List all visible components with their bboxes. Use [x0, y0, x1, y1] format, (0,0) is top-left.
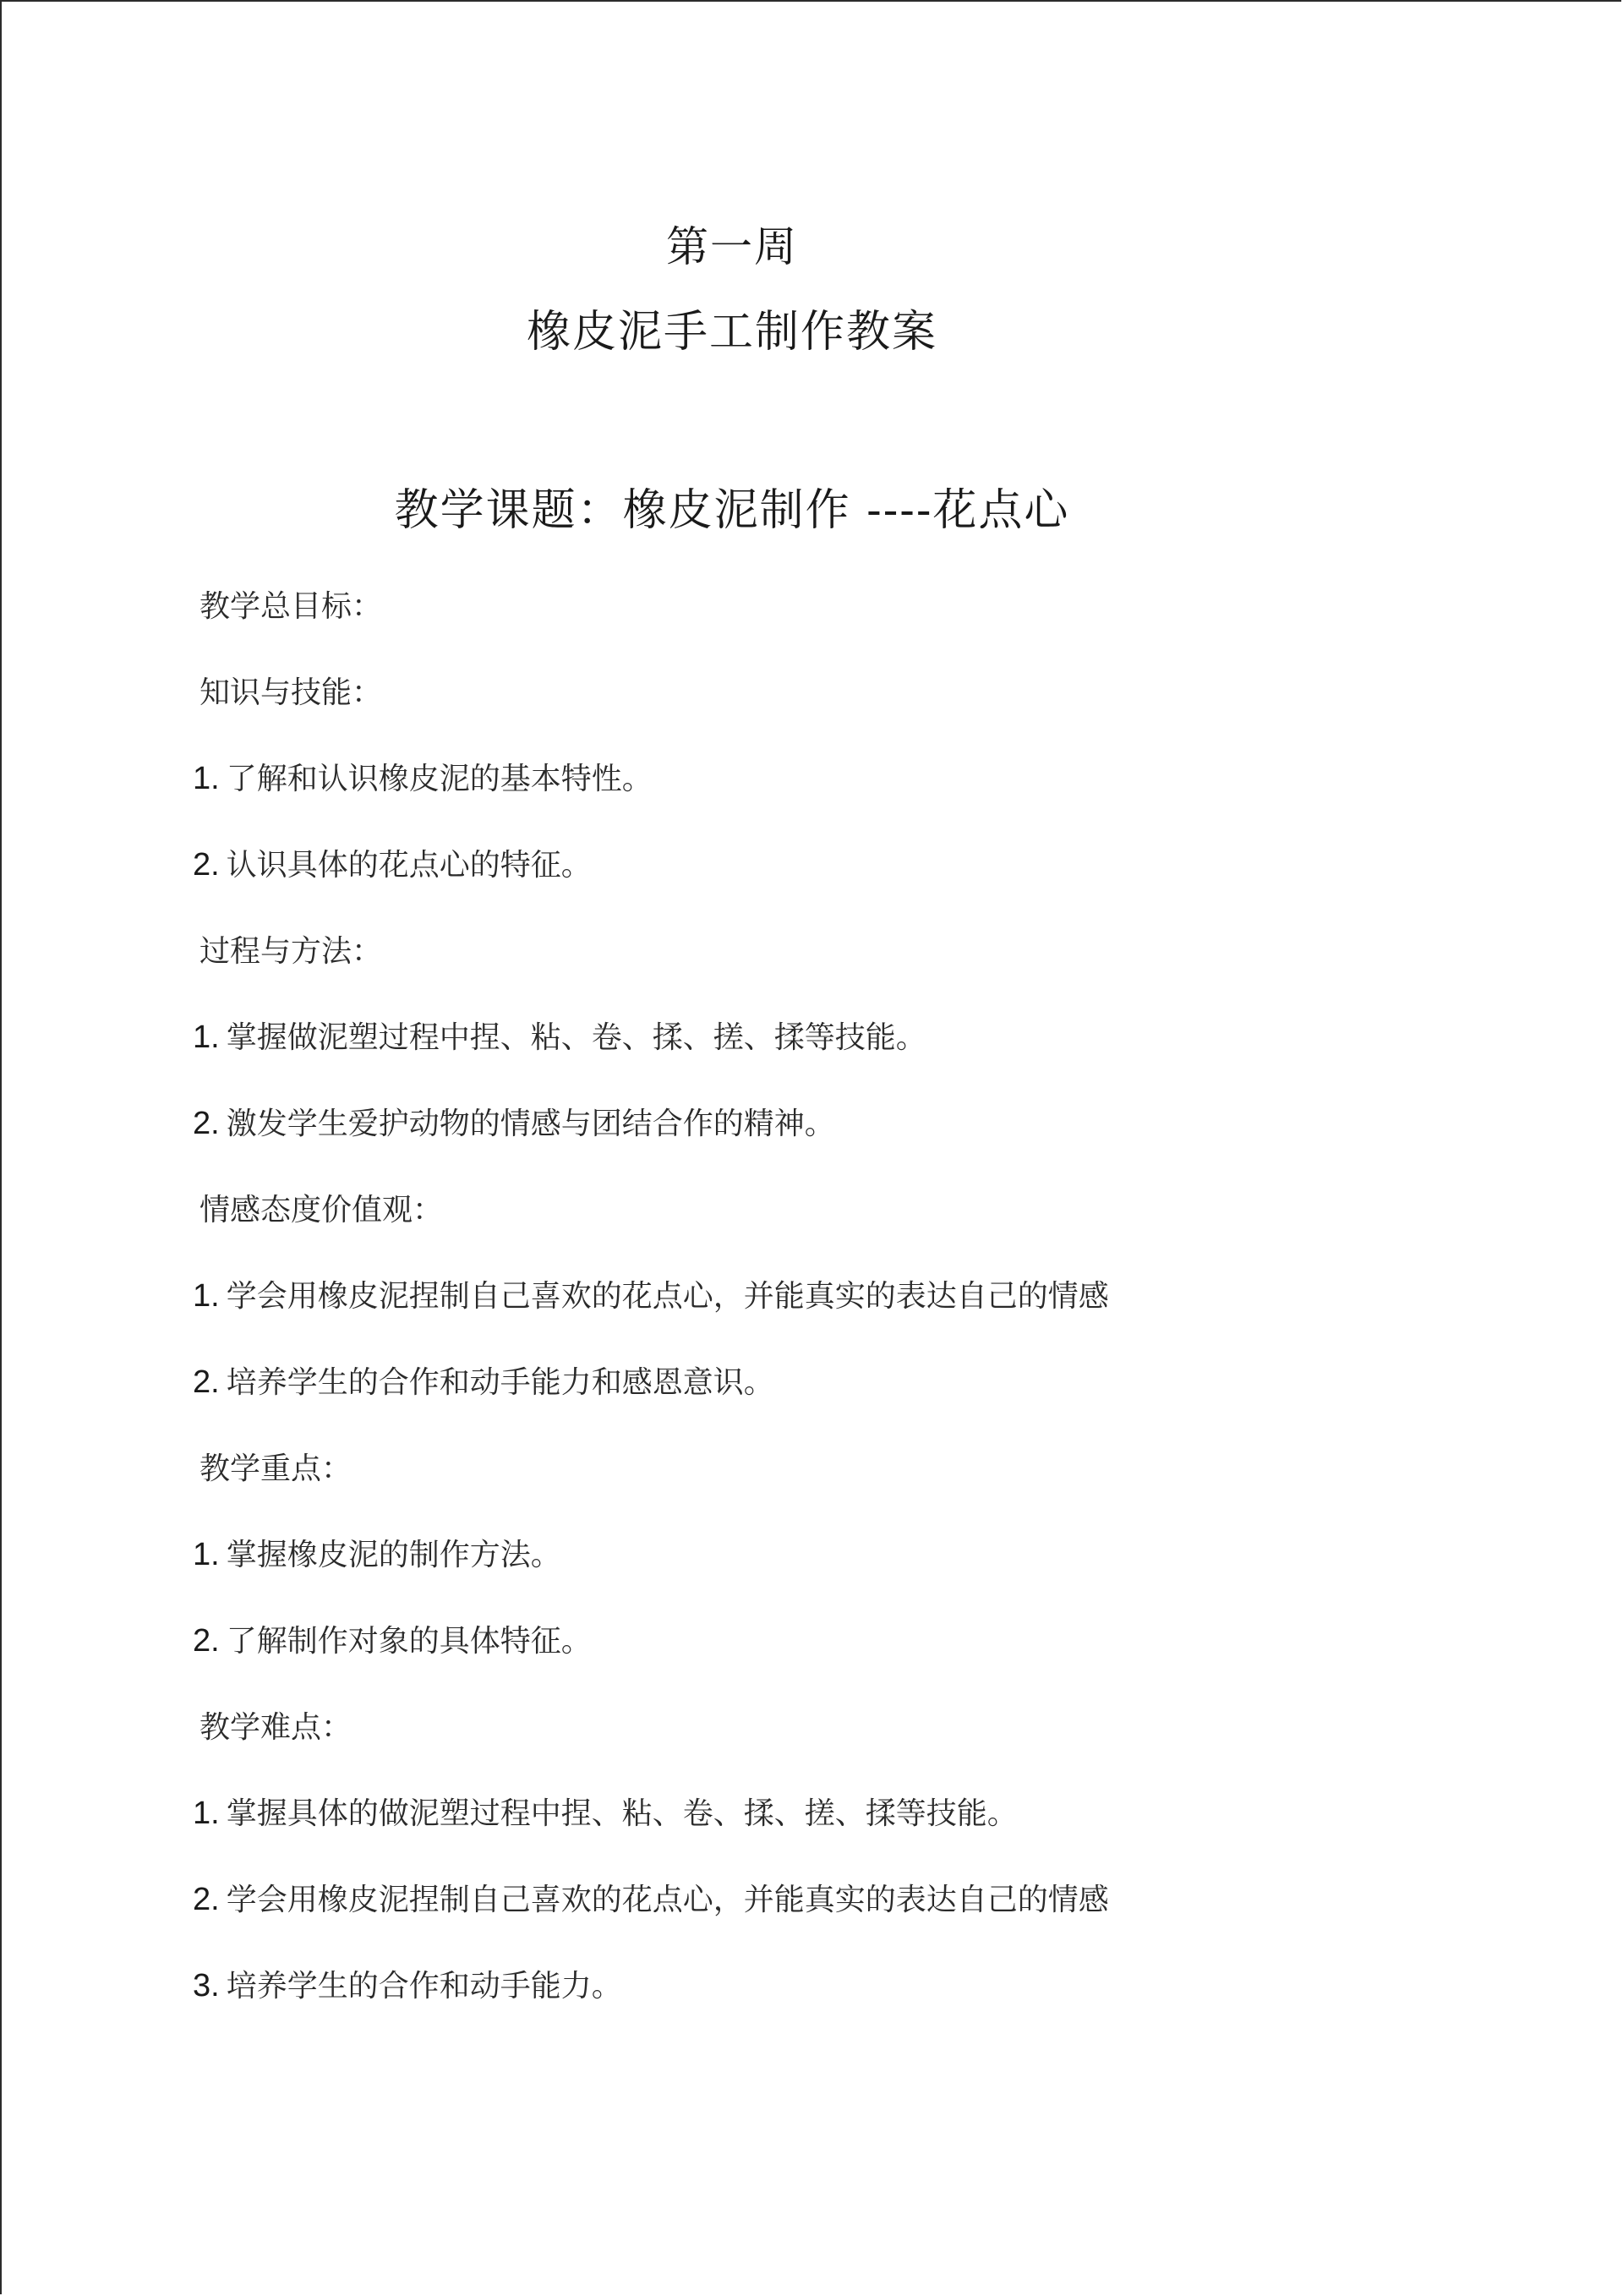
- item-number: 2.: [193, 1623, 220, 1659]
- line-text: 教学总目标：: [199, 589, 383, 624]
- line-text: 掌握具体的做泥塑过程中捏、粘、卷、揉、搓、揉等技能。: [226, 1796, 1018, 1831]
- line-text: 教学难点：: [199, 1710, 352, 1745]
- item-number: 2.: [193, 1106, 220, 1141]
- item-number: 2.: [193, 847, 220, 883]
- subsection-heading-knowledge: [193, 663, 1545, 749]
- item-number: 1.: [193, 1796, 220, 1831]
- list-item: [193, 835, 1545, 921]
- section-heading-key-points: [193, 1439, 1545, 1525]
- item-number: 1.: [193, 1278, 220, 1314]
- line-text: 了解制作对象的具体特征。: [226, 1624, 592, 1659]
- item-number: 1.: [193, 1537, 220, 1572]
- document-title: 橡皮泥手工制作教案: [526, 307, 937, 358]
- list-item: [193, 749, 1545, 835]
- subsection-heading-values: [193, 1180, 1545, 1266]
- item-number: 2.: [193, 1364, 220, 1400]
- line-text: 掌握橡皮泥的制作方法。: [226, 1538, 561, 1572]
- lesson-subject: 教学课题：橡皮泥制作 ----花点心: [394, 485, 1070, 536]
- list-item: [193, 1008, 1545, 1094]
- week-heading: 第一周: [666, 222, 798, 271]
- list-item: [193, 1525, 1545, 1611]
- list-item: [193, 1611, 1545, 1697]
- line-text: 掌握做泥塑过程中捏、粘、卷、揉、搓、揉等技能。: [226, 1020, 926, 1055]
- subsection-heading-process: [193, 921, 1545, 1008]
- line-text: 认识具体的花点心的特征。: [226, 848, 592, 883]
- list-item: [193, 1870, 1545, 1956]
- section-heading-goals: [193, 577, 1545, 663]
- line-text: 过程与方法：: [199, 934, 383, 969]
- line-text: 学会用橡皮泥捏制自己喜欢的花点心，并能真实的表达自己的情感: [226, 1883, 1109, 1917]
- line-text: 知识与技能：: [199, 675, 383, 710]
- list-item: [193, 1094, 1545, 1180]
- line-text: 培养学生的合作和动手能力和感恩意识。: [226, 1365, 774, 1400]
- list-item: [193, 1956, 1545, 2042]
- line-text: 激发学生爱护动物的情感与团结合作的精神。: [226, 1107, 835, 1141]
- section-heading-difficulties: [193, 1697, 1545, 1784]
- item-number: 3.: [193, 1968, 220, 2004]
- list-item: [193, 1353, 1545, 1439]
- list-item: [193, 1266, 1545, 1353]
- line-text: 情感态度价值观：: [199, 1193, 444, 1227]
- item-number: 2.: [193, 1882, 220, 1917]
- line-text: 培养学生的合作和动手能力。: [226, 1969, 622, 2004]
- line-text: 学会用橡皮泥捏制自己喜欢的花点心，并能真实的表达自己的情感: [226, 1279, 1109, 1314]
- line-text: 了解和认识橡皮泥的基本特性。: [226, 762, 653, 796]
- document-body: [193, 577, 1545, 2042]
- line-text: 教学重点：: [199, 1451, 352, 1486]
- list-item: [193, 1784, 1545, 1870]
- item-number: 1.: [193, 761, 220, 796]
- item-number: 1.: [193, 1020, 220, 1055]
